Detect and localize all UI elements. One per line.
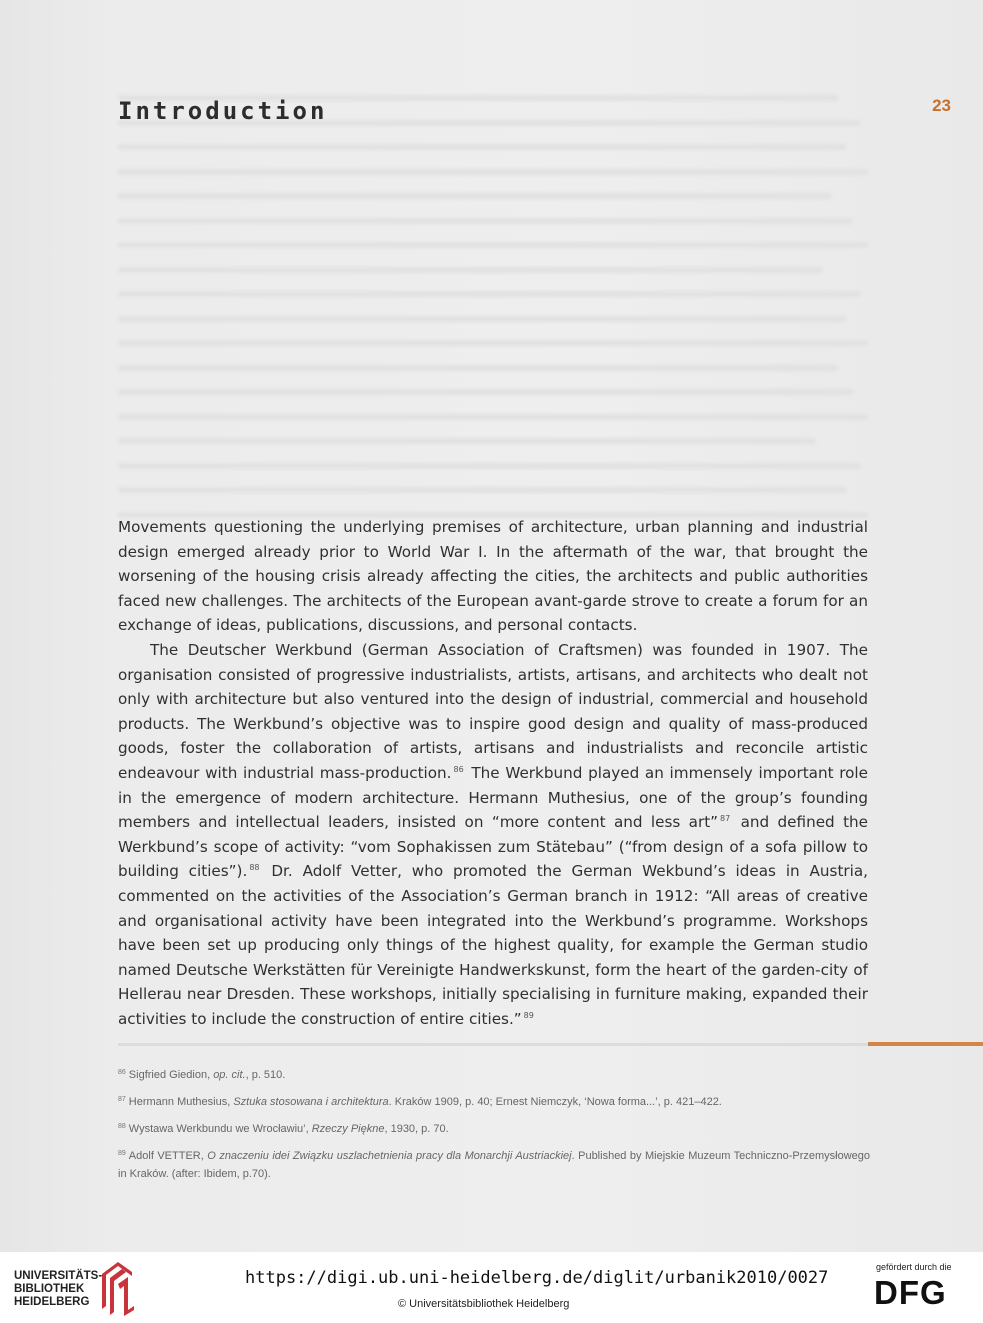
funding-note: gefördert durch die <box>876 1262 952 1272</box>
footnote-text: , 1930, p. 70. <box>384 1123 449 1135</box>
copyright-notice: © Universitätsbibliothek Heidelberg <box>398 1298 570 1310</box>
paragraph-2-part-a: The Deutscher Werkbund (German Association of Craftsmen) was founded in 1907. The organisation consisted of progressive industrialists, artists, artisans, and architects who dealt not only with architecture but also ventured into the design of industrial, commercial and household products. The Werkbund’s objective was to inspire good design and quality of mass-produced goods, foster the collaboration of artists, artisans and industrialists and reconcile artistic endeavour with industrial mass-production. <box>118 640 868 782</box>
library-logo-text[interactable] <box>14 1270 102 1309</box>
footnote-title: Rzeczy Piękne <box>311 1123 385 1135</box>
footnote-ref-89[interactable]: 89 <box>523 1010 534 1020</box>
footnote-ref-87[interactable]: 87 <box>720 814 731 824</box>
footnote-text: Adolf VETTER, <box>128 1150 208 1162</box>
paragraph-2-part-d: Dr. Adolf Vetter, who promoted the German Wekbund’s ideas in Austria, commented on the activities of the Association’s German branch in 1912: “All areas of creative and organisational activity have been integrated into the Werkbund’s programme. Workshops have been set up producing only things of the highest quality, for example the German studio named Deutsche Werkstätten für Vereinigte Handwerkskunst, form the heart of the garden-city of Hellerau near Dresden. These workshops, initially specialising in furniture making, expanded their activities to include the construction of entire cities.” <box>118 862 869 1028</box>
footnote <box>118 1120 870 1138</box>
page-title: Introduction <box>118 97 328 125</box>
footnote-text: . Published by Miejskie Muzeum Techniczno-Przemysłowego in Kraków. (after: Ibidem, p.70). <box>118 1150 870 1180</box>
footnote-text: Wystawa Werkbundu we Wrocławiu’, <box>128 1123 312 1135</box>
footnote-text: . Kraków 1909, p. 40; Ernest Niemczyk, ‘Nowa forma...’, p. 421–422. <box>388 1096 722 1108</box>
footnote-divider <box>118 1043 868 1046</box>
footnote-number: 86 <box>118 1069 126 1076</box>
paragraph-2 <box>118 638 868 1032</box>
body-text <box>118 515 868 1031</box>
footnote-title: op. cit. <box>213 1069 246 1081</box>
footnote-number: 87 <box>118 1096 126 1103</box>
library-name-line: BIBLIOTHEK <box>14 1283 85 1295</box>
footnotes <box>118 1066 870 1192</box>
footnote <box>118 1066 870 1084</box>
footnote-text: Sigfried Giedion, <box>128 1069 214 1081</box>
footnote-ref-88[interactable]: 88 <box>249 863 260 873</box>
footnote-text: Hermann Muthesius, <box>128 1096 234 1108</box>
paragraph-1: Movements questioning the underlying premises of architecture, urban planning and industrial design emerged already prior to World War I. In the aftermath of the war, that brought the worsening of the housing crisis already affecting the cities, the architects and public authorities faced new challenges. The architects of the European avant-garde strove to create a forum for an exchange of ideas, publications, discussions, and personal contacts. <box>118 518 868 635</box>
footnote-title: Sztuka stosowana i architektura <box>233 1096 389 1108</box>
library-name-line: UNIVERSITÄTS- <box>14 1270 103 1282</box>
paragraph-2-part-b: The Werkbund played an immensely important role in the emergence of modern architecture. Hermann Muthesius, one of the group’s founding members and intellectual leaders, insisted on “more content and less art” <box>118 763 868 832</box>
paragraph-2-part-c: and defined the Werkbund’s scope of activity: “vom Sophakissen zum Stätebau” (“from design of a sofa pillow to building cities”). <box>118 813 868 881</box>
bleed-through-text <box>118 95 868 536</box>
footnote-number: 89 <box>118 1150 126 1157</box>
dfg-logo[interactable]: DFG <box>874 1274 947 1311</box>
footnote-text: , p. 510. <box>245 1069 286 1081</box>
footnote-ref-86[interactable]: 86 <box>453 764 464 774</box>
library-logo-icon[interactable] <box>98 1260 138 1316</box>
library-name-line: HEIDELBERG <box>14 1296 90 1308</box>
permalink-url[interactable]: https://digi.ub.uni-heidelberg.de/diglit/urbanik2010/0027 <box>245 1268 829 1288</box>
footnote-divider-accent <box>868 1042 983 1046</box>
footnote <box>118 1093 870 1111</box>
viewer-footer <box>0 1252 983 1323</box>
footnote-title: O znaczeniu idei Związku uszlachetnienia pracy dla Monarchji Austriackiej <box>207 1150 572 1162</box>
footnote <box>118 1147 870 1183</box>
footnote-number: 88 <box>118 1123 126 1130</box>
page-number: 23 <box>932 96 951 115</box>
